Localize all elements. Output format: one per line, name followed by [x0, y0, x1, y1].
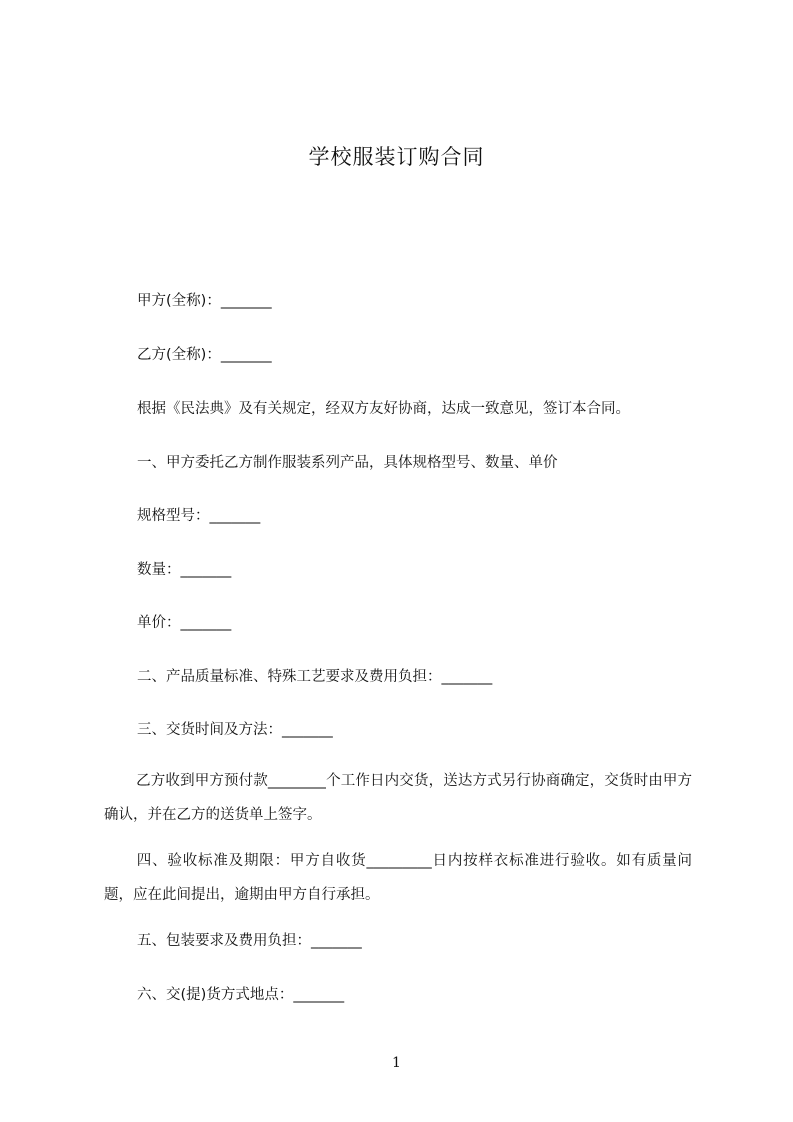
- party-b-line: 乙方(全称)：_______: [137, 347, 272, 363]
- document-title: 学校服装订购合同: [308, 145, 485, 169]
- spec-model-line: 规格型号：_______: [137, 508, 261, 524]
- clause-6-line: 六、交(提)货方式地点：_______: [137, 987, 345, 1003]
- clause-3-line: 三、交货时间及方法：_______: [137, 722, 333, 738]
- clause-4-paragraph-text: 四、验收标准及期限：甲方自收货_________日内按样衣标准进行验收。如有质量问题，应在此间提出，逾期由甲方自行承担。: [104, 853, 692, 903]
- quantity-line: 数量：_______: [137, 562, 232, 578]
- delivery-paragraph: [104, 764, 692, 832]
- clause-5-line: 五、包装要求及费用负担：_______: [137, 933, 362, 949]
- delivery-paragraph-text: 乙方收到甲方预付款________个工作日内交货，送达方式另行协商确定，交货时由甲方确认，并在乙方的送货单上签字。: [104, 773, 692, 823]
- party-a-line: 甲方(全称)：_______: [137, 293, 272, 309]
- clause-2-line: 二、产品质量标准、特殊工艺要求及费用负担：_______: [137, 669, 493, 685]
- unit-price-line: 单价：_______: [137, 615, 232, 631]
- preamble-line: 根据《民法典》及有关规定，经双方友好协商，达成一致意见，签订本合同。: [137, 401, 630, 417]
- clause-1-heading: 一、甲方委托乙方制作服装系列产品，具体规格型号、数量、单价: [137, 455, 558, 471]
- page-number: 1: [392, 1055, 401, 1071]
- clause-4-paragraph: [104, 844, 692, 912]
